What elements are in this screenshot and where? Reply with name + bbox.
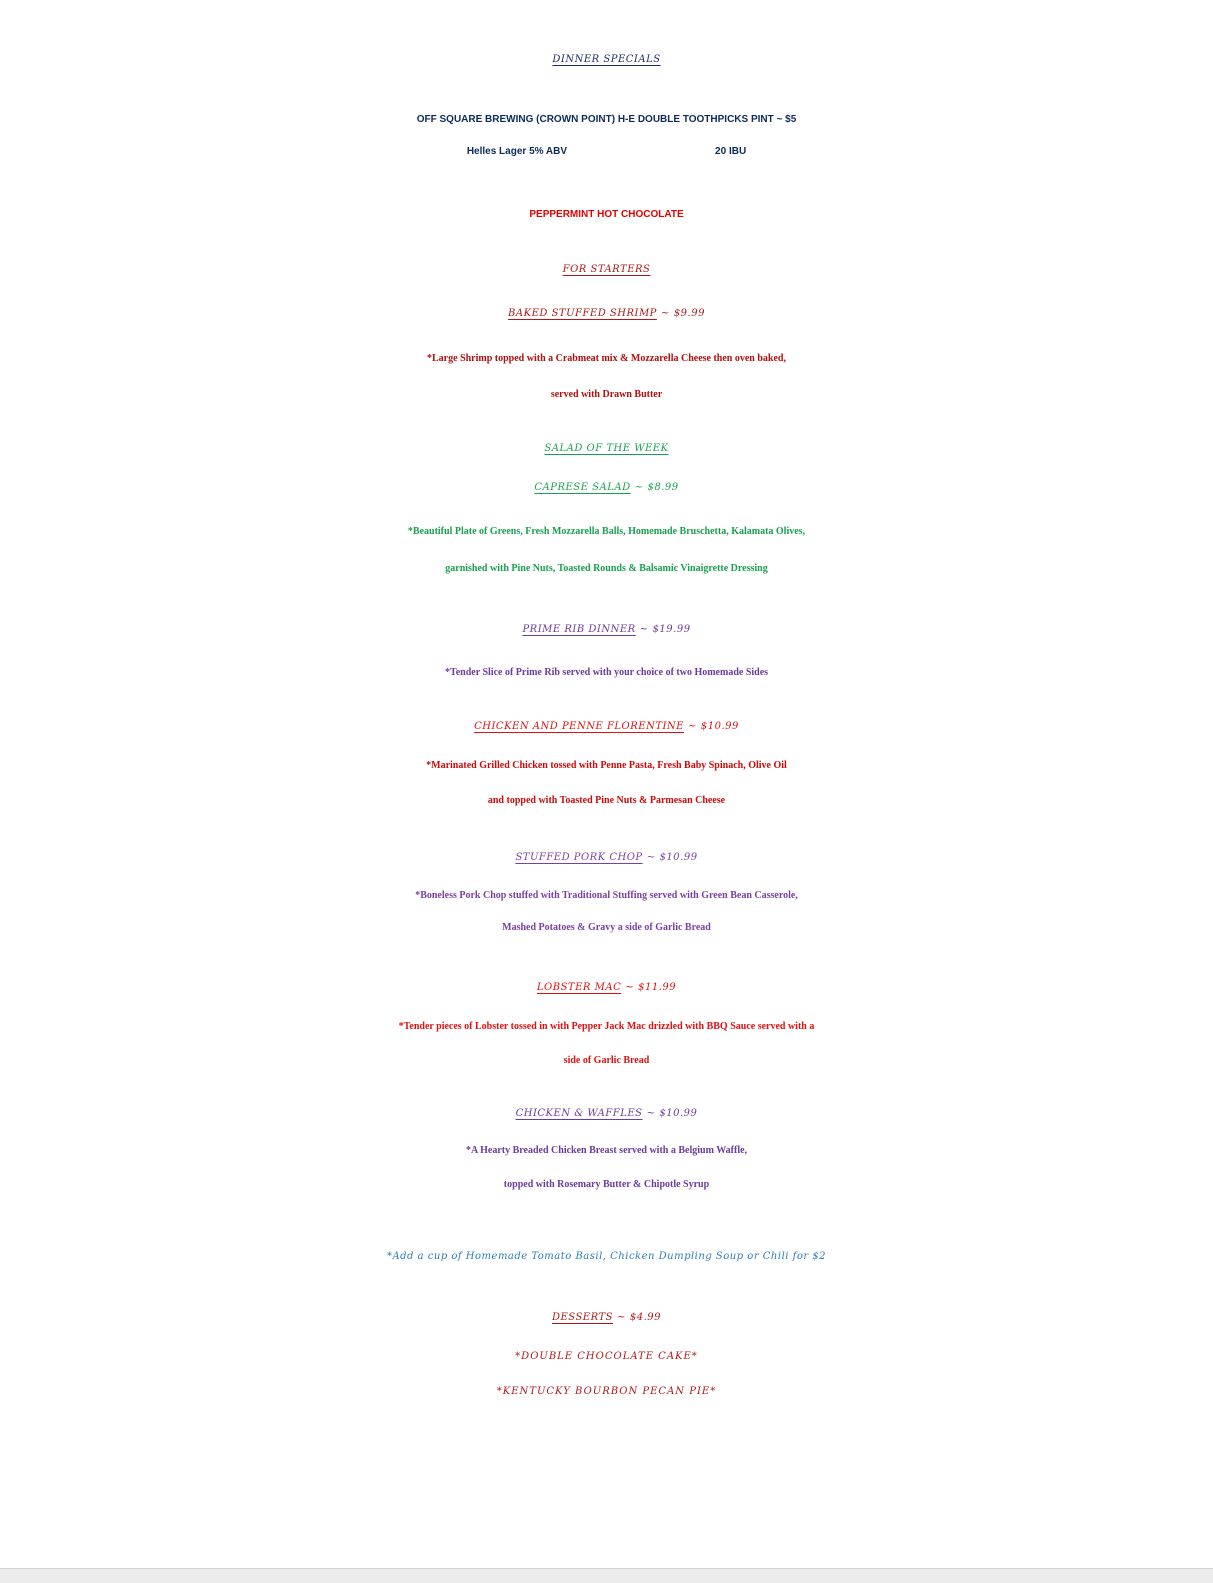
page-title: DINNER SPECIALS: [552, 54, 661, 65]
chicken-waffles-item-heading: [0, 1108, 1213, 1120]
lobster-mac-description-line2: side of Garlic Bread: [563, 1055, 650, 1066]
pork-chop-description-line2: Mashed Potatoes & Gravy a side of Garlic Bread: [502, 922, 711, 933]
shrimp-description-line2: served with Drawn Butter: [550, 389, 663, 400]
shrimp-price: $9.99: [673, 308, 705, 319]
pork-chop-description-line1: *Boneless Pork Chop stuffed with Traditional Stuffing served with Green Bean Casserole,: [415, 890, 798, 901]
pork-chop-name: STUFFED PORK CHOP: [515, 852, 643, 863]
beer-details: [0, 146, 1213, 158]
separator: ~: [625, 982, 635, 993]
beer-style: Helles Lager 5% ABV: [466, 146, 568, 157]
separator: ~: [639, 624, 649, 635]
caprese-price: $8.99: [647, 482, 679, 493]
beer-special-title: OFF SQUARE BREWING (CROWN POINT) H-E DOUBLE TOOTHPICKS PINT ~ $5: [416, 114, 797, 125]
penne-description-line1: *Marinated Grilled Chicken tossed with Penne Pasta, Fresh Baby Spinach, Olive Oil: [426, 760, 787, 771]
penne-price: $10.99: [700, 721, 739, 732]
separator: ~: [646, 1108, 656, 1119]
separator: ~: [617, 1312, 626, 1323]
penne-item-heading: [0, 721, 1213, 733]
dessert-item: *KENTUCKY BOURBON PECAN PIE*: [496, 1386, 717, 1397]
soup-add-on-note: *Add a cup of Homemade Tomato Basil, Chicken Dumpling Soup or Chili for $2: [386, 1251, 827, 1262]
desserts-heading: [0, 1312, 1213, 1324]
chicken-waffles-price: $10.99: [659, 1108, 698, 1119]
window-bottom-edge: [0, 1568, 1213, 1583]
separator: ~: [634, 482, 644, 493]
lobster-mac-description-line1: *Tender pieces of Lobster tossed in with Pepper Jack Mac drizzled with BBQ Sauce served with a: [398, 1021, 815, 1032]
beer-ibu: 20 IBU: [715, 146, 747, 157]
chicken-waffles-name: CHICKEN & WAFFLES: [515, 1108, 643, 1119]
lobster-mac-price: $11.99: [638, 982, 677, 993]
prime-rib-item-heading: [0, 624, 1213, 636]
separator: ~: [646, 852, 656, 863]
caprese-description-line1: *Beautiful Plate of Greens, Fresh Mozzarella Balls, Homemade Bruschetta, Kalamata Olives,: [407, 526, 806, 537]
penne-name: CHICKEN AND PENNE FLORENTINE: [474, 721, 684, 732]
desserts-label: DESSERTS: [551, 1312, 613, 1323]
lobster-mac-item-heading: [0, 982, 1213, 994]
shrimp-description-line1: *Large Shrimp topped with a Crabmeat mix & Mozzarella Cheese then oven baked,: [427, 353, 786, 364]
caprese-name: CAPRESE SALAD: [534, 482, 631, 493]
caprese-item-heading: [0, 482, 1213, 494]
pork-chop-item-heading: [0, 852, 1213, 864]
penne-description-line2: and topped with Toasted Pine Nuts & Parmesan Cheese: [487, 795, 726, 806]
dessert-item: *DOUBLE CHOCOLATE CAKE*: [515, 1351, 698, 1362]
prime-rib-price: $19.99: [652, 624, 691, 635]
shrimp-name: BAKED STUFFED SHRIMP: [508, 308, 657, 319]
prime-rib-name: PRIME RIB DINNER: [522, 624, 636, 635]
caprese-description-line2: garnished with Pine Nuts, Toasted Rounds & Balsamic Vinaigrette Dressing: [445, 563, 768, 574]
hot-chocolate-special: PEPPERMINT HOT CHOCOLATE: [529, 209, 684, 220]
desserts-price: $4.99: [629, 1312, 662, 1323]
pork-chop-price: $10.99: [659, 852, 698, 863]
salad-heading: SALAD OF THE WEEK: [544, 443, 669, 454]
shrimp-item-heading: [0, 308, 1213, 320]
separator: ~: [660, 308, 670, 319]
starters-heading: FOR STARTERS: [562, 264, 651, 275]
chicken-waffles-description-line1: *A Hearty Breaded Chicken Breast served with a Belgium Waffle,: [465, 1145, 748, 1156]
prime-rib-description: *Tender Slice of Prime Rib served with your choice of two Homemade Sides: [444, 667, 769, 678]
separator: ~: [687, 721, 697, 732]
chicken-waffles-description-line2: topped with Rosemary Butter & Chipotle Syrup: [503, 1179, 710, 1190]
lobster-mac-name: LOBSTER MAC: [536, 982, 622, 993]
